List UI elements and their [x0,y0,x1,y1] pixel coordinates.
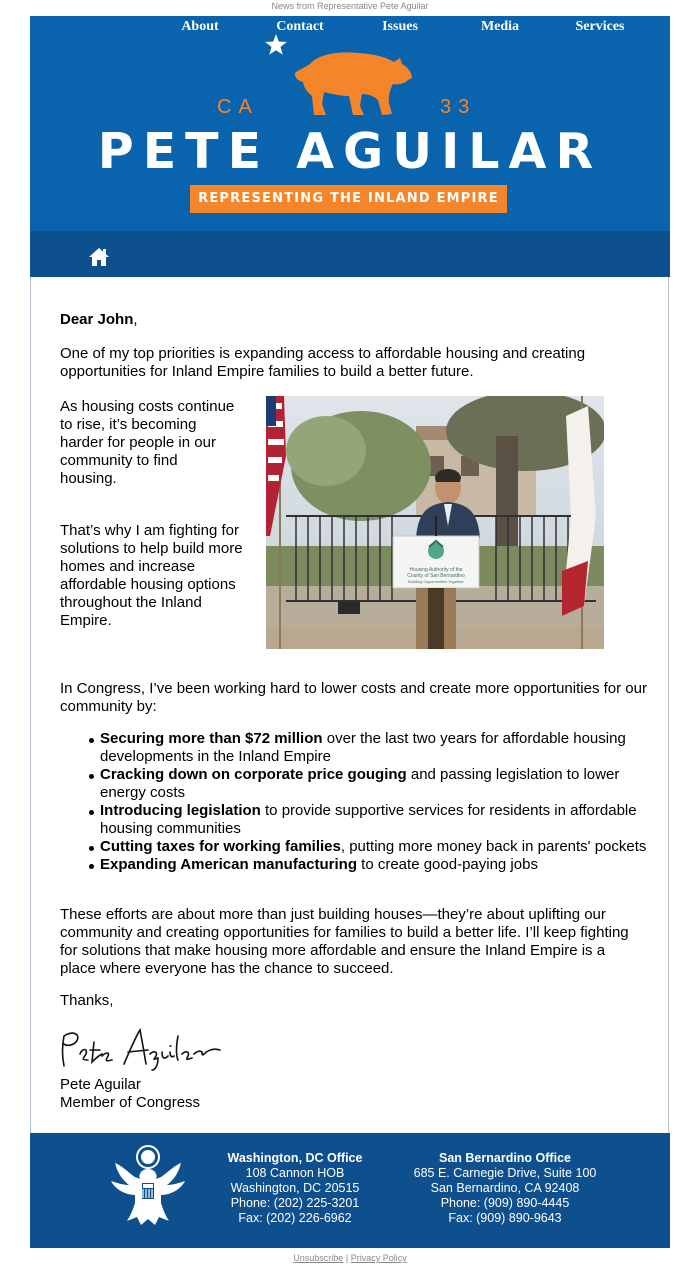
list-item [60,730,660,766]
list-item [60,802,660,838]
unsubscribe-link[interactable]: Unsubscribe [293,1253,344,1263]
list-item [60,856,660,874]
list-item-bold: Expanding American manufacturing [100,856,357,873]
list-item-bold: Cracking down on corporate price gouging [100,766,407,783]
list-item-bold: Securing more than $72 million [100,730,323,747]
fighting-paragraph: That’s why I am fighting for solutions to help build more homes and increase affordable housing options throughout the Inland Empire. [60,522,243,629]
banner-tagline: REPRESENTING THE INLAND EMPIRE [190,185,507,213]
state-label: CA [217,96,259,118]
legal-separator: | [345,1253,349,1263]
home-icon[interactable] [88,247,110,267]
legal-links [0,1253,700,1263]
podium-sign-line3: Building Opportunities Together [408,579,464,584]
list-item [60,838,660,856]
dc-office-line1: 108 Cannon HOB [245,1166,345,1180]
congress-paragraph: In Congress, I’ve been working hard to lower costs and create more opportunities for our community by: [60,680,647,715]
sb-office-line2: San Bernardino, CA 92408 [430,1181,580,1195]
nav-item-issues[interactable]: Issues [382,19,418,34]
list-item-text: , putting more money back in parents' pockets [340,838,647,855]
sb-office-title: San Bernardino Office [439,1151,571,1165]
greeting-punct: , [133,311,138,328]
list-item [60,766,660,802]
housing-costs-paragraph: As housing costs continue to rise, it’s becoming harder for people in our community to find housing. [60,398,235,487]
closing-thanks: Thanks, [60,992,114,1009]
list-item-text: to provide supportive services for residents in affordable housing communities [100,802,637,837]
sb-office [400,1151,610,1226]
banner-name: PETE AGUILAR [97,123,603,180]
nav-item-media[interactable]: Media [480,19,520,34]
intro-paragraph: One of my top priorities is expanding access to affordable housing and creating opportunities for Inland Empire families to build a better future. [60,345,586,380]
nav-bar [30,231,670,277]
dc-office [205,1151,385,1226]
nav-item-about[interactable]: About [181,19,219,34]
list-item-text: over the last two years for affordable housing developments in the Inland Empire [100,730,626,765]
list-item-text: and passing legislation to lower energy costs [100,766,620,801]
dc-office-fax: Fax: (202) 226-6962 [238,1211,352,1225]
signature-image [58,1024,224,1072]
podium-sign-line1: Housing Authority of the [409,567,463,573]
greeting [60,311,138,329]
district-label: 33 [440,96,477,118]
closing-paragraph: These efforts are about more than just building houses—they’re about uplifting our community and creating opportunities for families to build a better life. I’ll keep fighting for solutions that make housing more affordable and ensure the Inland Empire is a place where everyone has the chance to succeed. [60,906,629,977]
bear-icon [292,48,414,118]
signature-name: Pete Aguilar [60,1076,141,1093]
sb-office-line1: 685 E. Carnegie Drive, Suite 100 [413,1166,597,1180]
nav-item-services[interactable]: Services [575,19,625,34]
sb-office-fax: Fax: (909) 890-9643 [448,1211,562,1225]
list-item-text: to create good-paying jobs [357,856,538,873]
list-item-bold: Introducing legislation [100,802,261,819]
greeting-name: Dear John [60,311,134,328]
eagle-seal-icon [105,1143,191,1233]
preheader: News from Representative Pete Aguilar [271,1,429,11]
dc-office-line2: Washington, DC 20515 [230,1181,360,1195]
event-photo [266,396,604,649]
accomplishments-list [60,730,660,874]
privacy-policy-link[interactable]: Privacy Policy [350,1253,407,1263]
signature-title: Member of Congress [60,1094,201,1111]
dc-office-title: Washington, DC Office [227,1151,363,1165]
sb-office-phone: Phone: (909) 890-4445 [440,1196,570,1210]
dc-office-phone: Phone: (202) 225-3201 [230,1196,360,1210]
list-item-bold: Cutting taxes for working families [100,838,341,855]
nav-item-contact[interactable]: Contact [276,19,324,34]
podium-sign-line2: County of San Bernardino [407,573,465,579]
